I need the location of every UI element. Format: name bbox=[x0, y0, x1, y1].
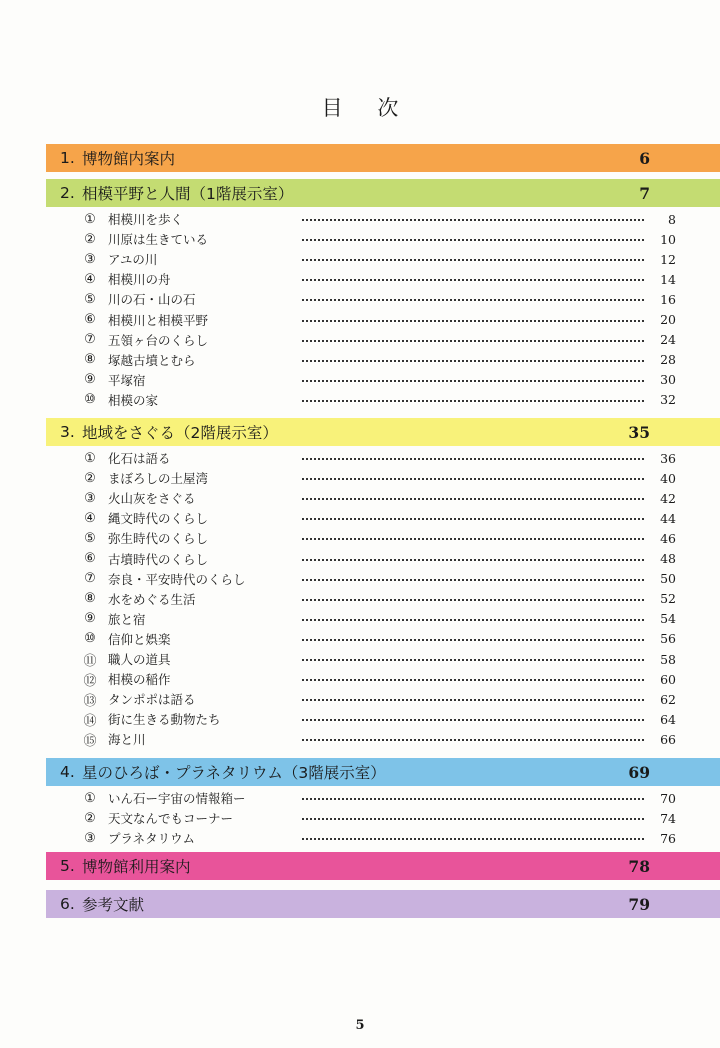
toc-entry[interactable] bbox=[46, 488, 676, 508]
section-title: 博物館利用案内 bbox=[82, 858, 191, 876]
toc-entry[interactable] bbox=[46, 609, 676, 629]
toc-entry[interactable] bbox=[46, 669, 676, 689]
toc-entry[interactable] bbox=[46, 330, 676, 350]
toc-entry[interactable] bbox=[46, 709, 676, 729]
section-page-number: 35 bbox=[628, 422, 650, 442]
section-title: 博物館内案内 bbox=[82, 150, 176, 168]
entry-page-number: 40 bbox=[660, 470, 676, 486]
entry-marker: ③ bbox=[84, 490, 96, 506]
entry-marker: ⑦ bbox=[84, 332, 96, 348]
entry-title: 古墳時代のくらし bbox=[108, 551, 209, 567]
entry-title: 相模の稲作 bbox=[108, 672, 171, 688]
toc-entry[interactable] bbox=[46, 229, 676, 249]
section-page-number: 79 bbox=[628, 894, 650, 914]
section-number: 3. bbox=[60, 423, 75, 441]
entry-marker: ④ bbox=[84, 510, 96, 526]
leader-dots bbox=[302, 719, 644, 721]
entry-page-number: 30 bbox=[660, 372, 676, 388]
entry-marker: ⑪ bbox=[83, 653, 97, 669]
toc-entry[interactable] bbox=[46, 828, 676, 848]
entry-page-number: 66 bbox=[660, 731, 676, 747]
leader-dots bbox=[302, 619, 644, 621]
entry-title: 弥生時代のくらし bbox=[108, 531, 209, 547]
section-title: 地域をさぐる（2階展示室） bbox=[82, 424, 278, 442]
title-char-1: 目 bbox=[321, 96, 343, 120]
section-header[interactable] bbox=[46, 179, 720, 207]
toc-entry[interactable] bbox=[46, 569, 676, 589]
toc-entry[interactable] bbox=[46, 209, 676, 229]
section-header[interactable] bbox=[46, 144, 720, 172]
entry-title: プラネタリウム bbox=[108, 831, 196, 847]
entry-marker: ① bbox=[84, 450, 96, 466]
entry-page-number: 54 bbox=[660, 611, 676, 627]
leader-dots bbox=[302, 320, 644, 322]
entry-page-number: 64 bbox=[660, 711, 676, 727]
toc-entry[interactable] bbox=[46, 808, 676, 828]
entry-marker: ⑨ bbox=[84, 611, 96, 627]
leader-dots bbox=[302, 679, 644, 681]
leader-dots bbox=[302, 659, 644, 661]
entry-marker: ⑤ bbox=[84, 291, 96, 307]
toc-entry[interactable] bbox=[46, 468, 676, 488]
entry-marker: ⑩ bbox=[84, 631, 96, 647]
leader-dots bbox=[302, 538, 644, 540]
entry-marker: ① bbox=[84, 790, 96, 806]
entry-page-number: 12 bbox=[660, 251, 676, 267]
entry-marker: ⑬ bbox=[83, 693, 97, 709]
entry-page-number: 8 bbox=[668, 211, 676, 227]
page-title bbox=[0, 92, 720, 122]
toc-entry[interactable] bbox=[46, 528, 676, 548]
entry-title: 火山灰をさぐる bbox=[108, 491, 196, 507]
section-number: 4. bbox=[60, 763, 75, 781]
entry-page-number: 36 bbox=[660, 450, 676, 466]
section-number: 2. bbox=[60, 184, 75, 202]
entry-page-number: 50 bbox=[660, 571, 676, 587]
entry-marker: ⑮ bbox=[83, 733, 97, 749]
entry-page-number: 32 bbox=[660, 392, 676, 408]
entry-title: 奈良・平安時代のくらし bbox=[108, 571, 246, 587]
entry-page-number: 16 bbox=[660, 291, 676, 307]
entry-page-number: 56 bbox=[660, 631, 676, 647]
toc-entry[interactable] bbox=[46, 788, 676, 808]
toc-entry[interactable] bbox=[46, 310, 676, 330]
toc-entry[interactable] bbox=[46, 649, 676, 669]
entry-title: タンポポは語る bbox=[108, 692, 196, 708]
entry-page-number: 62 bbox=[660, 691, 676, 707]
page-number: 5 bbox=[355, 1018, 365, 1033]
entry-marker: ② bbox=[84, 231, 96, 247]
entry-title: 職人の道具 bbox=[108, 652, 171, 667]
entry-marker: ⑥ bbox=[84, 312, 96, 327]
section-header[interactable] bbox=[46, 418, 720, 446]
entry-title: 相模川の舟 bbox=[108, 272, 171, 288]
entry-page-number: 60 bbox=[660, 671, 676, 687]
leader-dots bbox=[302, 518, 644, 520]
entry-title: 川原は生きている bbox=[108, 232, 209, 248]
leader-dots bbox=[302, 340, 644, 342]
toc-entry[interactable] bbox=[46, 508, 676, 528]
entry-title: 海と川 bbox=[108, 732, 146, 748]
leader-dots bbox=[302, 239, 644, 241]
section-page-number: 69 bbox=[628, 762, 650, 782]
section-header[interactable] bbox=[46, 852, 720, 880]
entry-marker: ③ bbox=[84, 251, 96, 267]
entry-page-number: 48 bbox=[660, 551, 676, 566]
section-number: 6. bbox=[60, 895, 75, 913]
entry-marker: ⑧ bbox=[84, 352, 96, 368]
entry-page-number: 76 bbox=[660, 830, 676, 846]
leader-dots bbox=[302, 360, 644, 362]
toc-entry[interactable] bbox=[46, 549, 676, 569]
leader-dots bbox=[302, 219, 644, 221]
toc-entry[interactable] bbox=[46, 589, 676, 609]
entry-title: 川の石・山の石 bbox=[108, 292, 196, 308]
leader-dots bbox=[302, 498, 644, 500]
entry-marker: ⑩ bbox=[84, 392, 96, 408]
leader-dots bbox=[302, 599, 644, 601]
leader-dots bbox=[302, 699, 644, 701]
entry-page-number: 42 bbox=[660, 490, 676, 506]
entry-marker: ⑤ bbox=[84, 530, 96, 546]
section-page-number: 6 bbox=[639, 148, 650, 168]
entry-marker: ③ bbox=[84, 830, 96, 846]
entry-title: 相模川と相模平野 bbox=[108, 312, 209, 328]
entry-marker: ② bbox=[84, 470, 96, 486]
entry-page-number: 46 bbox=[660, 530, 676, 546]
section-page-number: 78 bbox=[628, 856, 650, 876]
leader-dots bbox=[302, 838, 644, 840]
leader-dots bbox=[302, 639, 644, 641]
leader-dots bbox=[302, 559, 644, 561]
section-title: 星のひろば・プラネタリウム（3階展示室） bbox=[82, 764, 386, 782]
entry-marker: ⑫ bbox=[83, 673, 97, 689]
entry-page-number: 44 bbox=[660, 510, 676, 526]
title-char-2: 次 bbox=[377, 96, 399, 120]
entry-title: 信仰と娯楽 bbox=[108, 631, 171, 647]
entry-page-number: 52 bbox=[660, 591, 676, 607]
toc-entry[interactable] bbox=[46, 629, 676, 649]
leader-dots bbox=[302, 478, 644, 480]
section-header[interactable] bbox=[46, 890, 720, 918]
entry-title: 相模川を歩く bbox=[108, 212, 184, 227]
entry-page-number: 28 bbox=[660, 352, 676, 368]
entry-title: 縄文時代のくらし bbox=[108, 511, 209, 527]
entry-title: 天文なんでもコーナー bbox=[108, 811, 234, 827]
leader-dots bbox=[302, 739, 644, 741]
entry-title: 相模の家 bbox=[108, 392, 159, 408]
entry-title: 水をめぐる生活 bbox=[108, 591, 196, 607]
toc-entry[interactable] bbox=[46, 370, 676, 390]
entry-title: 化石は語る bbox=[108, 451, 171, 466]
entry-marker: ⑧ bbox=[84, 591, 96, 607]
section-number: 1. bbox=[60, 149, 75, 167]
section-header[interactable] bbox=[46, 758, 720, 786]
leader-dots bbox=[302, 818, 644, 820]
entry-page-number: 20 bbox=[660, 312, 676, 327]
entry-page-number: 14 bbox=[660, 271, 676, 287]
toc-entry[interactable] bbox=[46, 729, 676, 749]
toc-entry[interactable] bbox=[46, 350, 676, 370]
entry-title: アユの川 bbox=[108, 252, 158, 268]
leader-dots bbox=[302, 798, 644, 800]
leader-dots bbox=[302, 279, 644, 281]
entry-page-number: 24 bbox=[660, 332, 676, 348]
entry-page-number: 58 bbox=[660, 651, 676, 667]
toc-entry[interactable] bbox=[46, 448, 676, 468]
entry-page-number: 70 bbox=[660, 790, 676, 806]
entry-title: 旅と宿 bbox=[108, 611, 146, 627]
entry-marker: ② bbox=[84, 810, 96, 826]
section-number: 5. bbox=[60, 857, 75, 875]
toc-entry[interactable] bbox=[46, 289, 676, 309]
entry-title: 平塚宿 bbox=[108, 372, 146, 388]
entry-title: いん石ー宇宙の情報箱ー bbox=[108, 791, 246, 806]
leader-dots bbox=[302, 458, 644, 460]
entry-marker: ⑨ bbox=[84, 372, 96, 388]
leader-dots bbox=[302, 380, 644, 382]
section-title: 参考文献 bbox=[82, 896, 145, 914]
entry-page-number: 10 bbox=[660, 231, 676, 247]
leader-dots bbox=[302, 299, 644, 301]
section-title: 相模平野と人間（1階展示室） bbox=[82, 185, 294, 203]
entry-title: まぼろしの土屋湾 bbox=[108, 471, 209, 487]
entry-title: 五領ヶ台のくらし bbox=[108, 332, 209, 348]
entry-title: 街に生きる動物たち bbox=[108, 712, 221, 728]
leader-dots bbox=[302, 259, 644, 261]
entry-marker: ④ bbox=[84, 271, 96, 287]
toc-entry[interactable] bbox=[46, 689, 676, 709]
entry-page-number: 74 bbox=[660, 810, 676, 826]
leader-dots bbox=[302, 400, 644, 402]
leader-dots bbox=[302, 579, 644, 581]
entry-marker: ⑥ bbox=[84, 551, 96, 566]
entry-marker: ① bbox=[84, 211, 96, 227]
entry-marker: ⑦ bbox=[84, 571, 96, 587]
section-page-number: 7 bbox=[639, 183, 650, 203]
entry-title: 塚越古墳とむら bbox=[108, 352, 196, 368]
entry-marker: ⑭ bbox=[83, 713, 97, 729]
toc-entry[interactable] bbox=[46, 390, 676, 410]
toc-entry[interactable] bbox=[46, 269, 676, 289]
toc-entry[interactable] bbox=[46, 249, 676, 269]
